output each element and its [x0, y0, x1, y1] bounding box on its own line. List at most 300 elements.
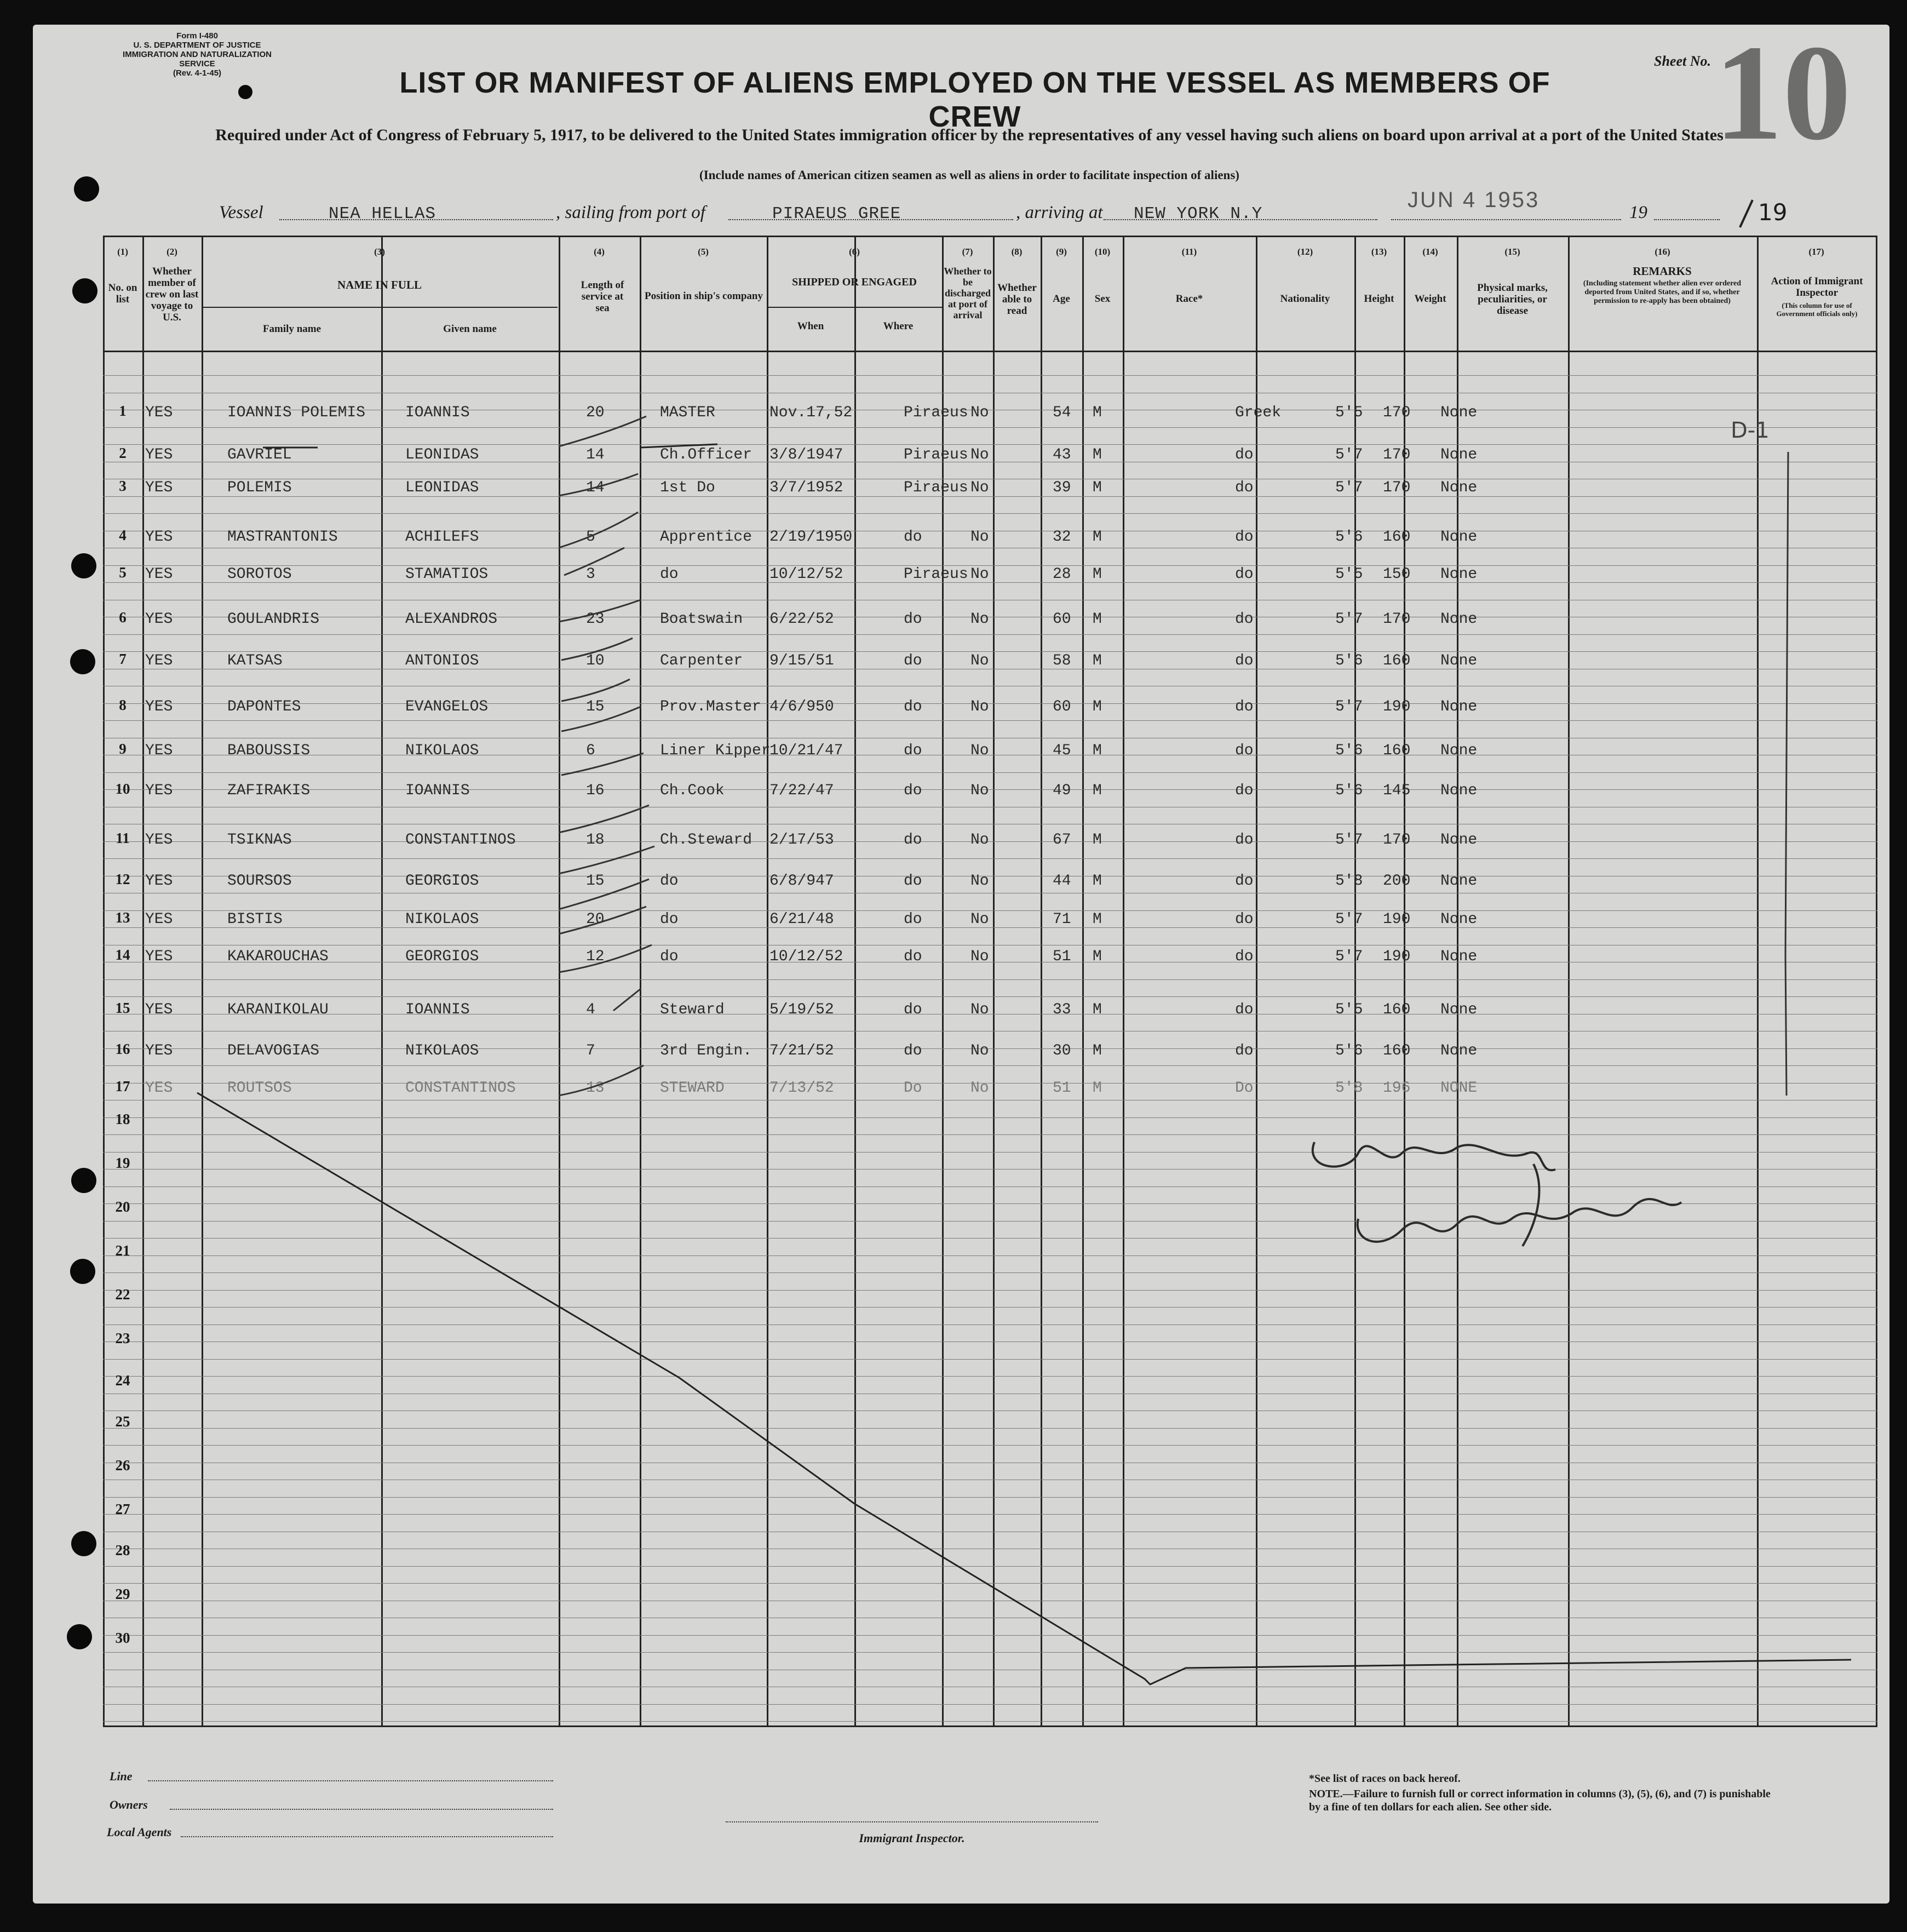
row-number: 16 [115, 1041, 130, 1057]
cell-nationality: do [1235, 948, 1254, 965]
col4-number: (4) [594, 246, 605, 257]
arrival-port: NEW YORK N.Y [1134, 204, 1263, 223]
punch-hole [70, 1259, 95, 1284]
cell-given: EVANGELOS [405, 698, 489, 715]
cell-when: 2/17/53 [769, 832, 834, 849]
cell-position: Ch.Steward [660, 832, 753, 849]
cell-given: NIKOLAOS [405, 1042, 479, 1059]
col14-label: Weight [1414, 293, 1446, 305]
required-text: Required under Act of Congress of February 5, 1917, to be delivered to the United States immigration officer by the representatives of any vessel having such aliens on board upon arrival at a port of the United States [215, 126, 1724, 144]
col15-number: (15) [1504, 246, 1520, 257]
row-number: 9 [119, 741, 127, 757]
cell-position: Liner Kipper [660, 742, 771, 759]
col14-number: (14) [1422, 246, 1438, 257]
cell-discharged: No [970, 446, 989, 463]
col11-number: (11) [1181, 246, 1197, 257]
cell-given: STAMATIOS [405, 566, 489, 583]
cell-where: do [904, 529, 922, 546]
cell-height: 5'7 [1335, 446, 1363, 463]
col5-label: Position in ship's company [645, 290, 763, 302]
cell-where: Do [904, 1080, 922, 1097]
col16-number: (16) [1655, 246, 1670, 257]
cell-prev: YES [145, 479, 173, 496]
cell-discharged: No [970, 479, 989, 496]
cell-weight: 170 [1383, 446, 1411, 463]
cell-prev: YES [145, 873, 173, 890]
form-revision: (Rev. 4-1-45) [173, 68, 222, 78]
cell-sex: M [1093, 566, 1102, 583]
cell-marks: None [1440, 652, 1478, 669]
cell-weight: 170 [1383, 832, 1411, 849]
cell-height: 5'6 [1335, 1042, 1363, 1059]
cell-weight: 190 [1383, 911, 1411, 928]
cell-family: KATSAS [227, 652, 283, 669]
inspector-signature-field [726, 1805, 1098, 1822]
row-number: 22 [115, 1286, 130, 1303]
cell-position: 1st Do [660, 479, 715, 496]
cell-nationality: Do [1235, 1080, 1254, 1097]
cell-discharged: No [970, 948, 989, 965]
cell-given: GEORGIOS [405, 873, 479, 890]
row-number: 6 [119, 609, 127, 626]
cell-prev: YES [145, 446, 173, 463]
cell-position: Apprentice [660, 529, 753, 546]
cell-given: LEONIDAS [405, 479, 479, 496]
cell-family: BABOUSSIS [227, 742, 311, 759]
manifest-sheet [33, 25, 1889, 1904]
sheet-number-label: Sheet No. [1654, 53, 1711, 69]
cell-prev: YES [145, 566, 173, 583]
cell-weight: 170 [1383, 404, 1411, 421]
cell-discharged: No [970, 1042, 989, 1059]
inspector-mark: D-1 [1731, 418, 1770, 443]
col2-number: (2) [166, 246, 177, 257]
cell-nationality: do [1235, 742, 1254, 759]
cell-height: 5'6 [1335, 529, 1363, 546]
cell-nationality: do [1235, 832, 1254, 849]
cell-family: DELAVOGIAS [227, 1042, 320, 1059]
cell-discharged: No [970, 873, 989, 890]
cell-prev: YES [145, 948, 173, 965]
cell-weight: 160 [1383, 529, 1411, 546]
cell-when: 10/12/52 [769, 948, 843, 965]
row-number: 12 [115, 871, 130, 887]
cell-nationality: Greek [1235, 404, 1282, 421]
cell-when: 7/21/52 [769, 1042, 834, 1059]
col1-number: (1) [117, 246, 128, 257]
inspector-label: Immigrant Inspector. [859, 1831, 965, 1845]
line-label: Line [110, 1769, 133, 1783]
cell-age: 32 [1053, 529, 1071, 546]
cell-weight: 190 [1383, 948, 1411, 965]
cell-age: 28 [1053, 566, 1071, 583]
cell-nationality: do [1235, 479, 1254, 496]
sheet-number: 10 [1714, 25, 1851, 169]
row-number: 26 [115, 1457, 130, 1474]
cell-family: SOROTOS [227, 566, 292, 583]
cell-when: Nov.17,52 [769, 404, 853, 421]
vessel-label: Vessel [219, 203, 263, 222]
cell-when: 3/8/1947 [769, 446, 843, 463]
cell-sex: M [1093, 404, 1102, 421]
col17-label: Action of Immigrant Inspector [1771, 276, 1863, 299]
form-service: IMMIGRATION AND NATURALIZATION SERVICE [123, 50, 272, 68]
cell-marks: None [1440, 698, 1478, 715]
cell-nationality: do [1235, 652, 1254, 669]
cell-sex: M [1093, 832, 1102, 849]
cell-nationality: do [1235, 911, 1254, 928]
cell-service: 4 [586, 1001, 595, 1018]
row-number: 18 [115, 1111, 130, 1127]
cell-discharged: No [970, 611, 989, 628]
row-number: 14 [115, 947, 130, 963]
cell-sex: M [1093, 611, 1102, 628]
col17-sub: (This column for use of Government officials only) [1776, 301, 1858, 318]
col8-label: Whether able to read [997, 282, 1037, 317]
cell-where: do [904, 782, 922, 799]
agents-label: Local Agents [107, 1825, 172, 1839]
cell-nationality: do [1235, 566, 1254, 583]
col6-sub-where: Where [883, 320, 914, 332]
cell-position: Ch.Cook [660, 782, 725, 799]
cell-height: 5'7 [1335, 948, 1363, 965]
cell-discharged: No [970, 832, 989, 849]
cell-family: BISTIS [227, 911, 283, 928]
col13-label: Height [1364, 293, 1394, 305]
col13-number: (13) [1371, 246, 1387, 257]
col7-number: (7) [962, 246, 973, 257]
row-number: 1 [119, 403, 127, 419]
row-number: 24 [115, 1372, 130, 1389]
cell-family: GOULANDRIS [227, 611, 320, 628]
col6-sub-when: When [797, 320, 824, 332]
col9-label: Age [1053, 293, 1070, 305]
col16-label: REMARKS [1633, 265, 1692, 278]
cell-weight: 160 [1383, 1001, 1411, 1018]
cell-discharged: No [970, 1001, 989, 1018]
col2-label: Whether member of crew on last voyage to U.S. [145, 266, 199, 323]
cell-sex: M [1093, 698, 1102, 715]
cell-nationality: do [1235, 611, 1254, 628]
cell-discharged: No [970, 404, 989, 421]
cell-age: 58 [1053, 652, 1071, 669]
cell-when: 10/12/52 [769, 566, 843, 583]
cell-marks: None [1440, 873, 1478, 890]
cell-where: do [904, 1001, 922, 1018]
row-number: 19 [115, 1155, 130, 1171]
page-title: LIST OR MANIFEST OF ALIENS EMPLOYED ON THE VESSEL AS MEMBERS OF CREW [399, 66, 1550, 133]
col10-label: Sex [1094, 293, 1111, 305]
cell-discharged: No [970, 1080, 989, 1097]
cell-position: Carpenter [660, 652, 743, 669]
cell-marks: None [1440, 529, 1478, 546]
cell-marks: None [1440, 446, 1478, 463]
cell-position: STEWARD [660, 1080, 725, 1097]
cell-family: ROUTSOS [227, 1080, 292, 1097]
cell-sex: M [1093, 652, 1102, 669]
cell-age: 71 [1053, 911, 1071, 928]
row-number: 30 [115, 1630, 130, 1646]
cell-prev: YES [145, 911, 173, 928]
cell-nationality: do [1235, 1042, 1254, 1059]
cell-age: 45 [1053, 742, 1071, 759]
cell-discharged: No [970, 911, 989, 928]
cell-position: Ch.Officer [660, 446, 753, 463]
cell-given: NIKOLAOS [405, 742, 479, 759]
cell-weight: 160 [1383, 1042, 1411, 1059]
row-number: 29 [115, 1586, 130, 1602]
col17-number: (17) [1808, 246, 1824, 257]
cell-age: 51 [1053, 948, 1071, 965]
cell-weight: 145 [1383, 782, 1411, 799]
row-number: 5 [119, 564, 127, 581]
cell-service: 20 [586, 911, 605, 928]
cell-position: do [660, 566, 679, 583]
cell-given: IOANNIS [405, 782, 470, 799]
cell-marks: NONE [1440, 1080, 1478, 1097]
cell-weight: 170 [1383, 479, 1411, 496]
cell-age: 33 [1053, 1001, 1071, 1018]
cell-service: 3 [586, 566, 595, 583]
cell-when: 6/8/947 [769, 873, 834, 890]
cell-prev: YES [145, 782, 173, 799]
cell-when: 7/13/52 [769, 1080, 834, 1097]
cell-given: CONSTANTINOS [405, 832, 516, 849]
cell-height: 5'5 [1335, 1001, 1363, 1018]
cell-service: 14 [586, 446, 605, 463]
cell-where: Piraeus [904, 566, 968, 583]
cell-nationality: do [1235, 529, 1254, 546]
cell-where: Piraeus [904, 404, 968, 421]
cell-service: 23 [586, 611, 605, 628]
cell-age: 60 [1053, 611, 1071, 628]
cell-service: 15 [586, 698, 605, 715]
cell-prev: YES [145, 742, 173, 759]
cell-height: 5'7 [1335, 611, 1363, 628]
col6-number: (6) [849, 246, 860, 257]
punch-hole [71, 1531, 96, 1556]
cell-weight: 190 [1383, 698, 1411, 715]
cell-where: do [904, 1042, 922, 1059]
cell-age: 51 [1053, 1080, 1071, 1097]
cell-when: 4/6/950 [769, 698, 834, 715]
cell-sex: M [1093, 446, 1102, 463]
cell-sex: M [1093, 873, 1102, 890]
cell-prev: YES [145, 652, 173, 669]
cell-family: MASTRANTONIS [227, 529, 338, 546]
row-number: 3 [119, 478, 127, 494]
row-number: 7 [119, 651, 127, 667]
cell-age: 60 [1053, 698, 1071, 715]
punch-hole [72, 278, 97, 303]
cell-given: IOANNIS [405, 404, 470, 421]
cell-service: 15 [586, 873, 605, 890]
col11-label: Race* [1175, 293, 1203, 305]
vessel-name: NEA HELLAS [329, 204, 436, 223]
cell-marks: None [1440, 611, 1478, 628]
cell-age: 39 [1053, 479, 1071, 496]
cell-family: KARANIKOLAU [227, 1001, 329, 1018]
cell-when: 7/22/47 [769, 782, 834, 799]
cell-service: 20 [586, 404, 605, 421]
cell-weight: 196 [1383, 1080, 1411, 1097]
cell-prev: YES [145, 832, 173, 849]
row-number: 21 [115, 1242, 130, 1259]
cell-marks: None [1440, 479, 1478, 496]
cell-family: TSIKNAS [227, 832, 292, 849]
cell-position: Steward [660, 1001, 725, 1018]
cell-weight: 170 [1383, 611, 1411, 628]
cell-where: do [904, 742, 922, 759]
col1-label: No. on list [108, 282, 137, 305]
cell-prev: YES [145, 529, 173, 546]
cell-prev: YES [145, 698, 173, 715]
cell-given: NIKOLAOS [405, 911, 479, 928]
cell-service: 10 [586, 652, 605, 669]
punch-hole [71, 1168, 96, 1193]
cell-nationality: do [1235, 782, 1254, 799]
date-stamp: JUN 4 1953 [1408, 188, 1540, 212]
cell-marks: None [1440, 911, 1478, 928]
cell-given: IOANNIS [405, 1001, 470, 1018]
col8-number: (8) [1011, 246, 1023, 257]
cell-given: LEONIDAS [405, 446, 479, 463]
cell-where: do [904, 873, 922, 890]
form-number: Form I-480 [176, 31, 218, 41]
races-note: *See list of races on back hereof. [1309, 1773, 1461, 1785]
penalty-note: NOTE.—Failure to furnish full or correct information in columns (3), (5), (6), and (7) is punishable by a fine of ten dollars for each alien. See other side. [1309, 1788, 1771, 1813]
cell-family: DAPONTES [227, 698, 301, 715]
cell-where: do [904, 911, 922, 928]
cell-when: 6/22/52 [769, 611, 834, 628]
cell-weight: 200 [1383, 873, 1411, 890]
row-number: 28 [115, 1542, 130, 1558]
cell-where: Piraeus [904, 446, 968, 463]
cell-marks: None [1440, 948, 1478, 965]
col15-label: Physical marks, peculiarities, or disease [1477, 282, 1548, 317]
cell-age: 43 [1053, 446, 1071, 463]
punch-hole [71, 553, 96, 578]
cell-where: do [904, 698, 922, 715]
cell-prev: YES [145, 404, 173, 421]
cell-height: 5'7 [1335, 698, 1363, 715]
cell-position: MASTER [660, 404, 715, 421]
cell-weight: 150 [1383, 566, 1411, 583]
cell-family: KAKAROUCHAS [227, 948, 329, 965]
cell-where: do [904, 832, 922, 849]
cell-prev: YES [145, 611, 173, 628]
year-prefix: 19 [1629, 203, 1647, 222]
cell-family: SOURSOS [227, 873, 292, 890]
cell-family: POLEMIS [227, 479, 292, 496]
cell-where: Piraeus [904, 479, 968, 496]
handwritten-marks [33, 25, 1889, 1904]
cell-marks: None [1440, 832, 1478, 849]
col6-label: SHIPPED OR ENGAGED [792, 276, 917, 288]
cell-where: do [904, 652, 922, 669]
cell-marks: None [1440, 404, 1478, 421]
cell-weight: 160 [1383, 742, 1411, 759]
col10-number: (10) [1094, 246, 1111, 257]
cell-age: 44 [1053, 873, 1071, 890]
cell-height: 5'5 [1335, 566, 1363, 583]
col3-sub-given: Given name [443, 323, 497, 335]
col3-number: (3) [374, 246, 385, 257]
col4-label: Length of service at sea [581, 279, 624, 314]
row-number: 4 [119, 527, 127, 543]
cell-weight: 160 [1383, 652, 1411, 669]
cell-service: 12 [586, 948, 605, 965]
sailing-label: , sailing from port of [556, 203, 705, 222]
row-number: 2 [119, 445, 127, 461]
col9-number: (9) [1056, 246, 1067, 257]
cell-height: 5'7 [1335, 479, 1363, 496]
agents-field [181, 1820, 553, 1837]
cell-prev: YES [145, 1042, 173, 1059]
row-number: 23 [115, 1330, 130, 1346]
col12-label: Nationality [1280, 293, 1330, 305]
cell-service: 18 [586, 832, 605, 849]
punch-hole [70, 649, 95, 674]
cell-age: 67 [1053, 832, 1071, 849]
row-number: 20 [115, 1199, 130, 1215]
col5-number: (5) [698, 246, 709, 257]
cell-when: 2/19/1950 [769, 529, 853, 546]
cell-height: 5'6 [1335, 652, 1363, 669]
cell-family: GAVRIEL [227, 446, 292, 463]
arriving-label: , arriving at [1016, 203, 1103, 222]
row-number: 11 [116, 830, 130, 846]
cell-service: 7 [586, 1042, 595, 1059]
cell-when: 9/15/51 [769, 652, 834, 669]
cell-height: 5'7 [1335, 832, 1363, 849]
cell-age: 54 [1053, 404, 1071, 421]
cell-given: CONSTANTINOS [405, 1080, 516, 1097]
cell-service: 5 [586, 529, 595, 546]
cell-sex: M [1093, 742, 1102, 759]
cell-when: 5/19/52 [769, 1001, 834, 1018]
cell-discharged: No [970, 566, 989, 583]
cell-sex: M [1093, 1001, 1102, 1018]
col3-sub-family: Family name [262, 323, 321, 335]
row-number: 17 [115, 1078, 130, 1094]
cell-where: do [904, 611, 922, 628]
cell-sex: M [1093, 782, 1102, 799]
cell-prev: YES [145, 1001, 173, 1018]
col7-label: Whether to be discharged at port of arrival [944, 266, 992, 320]
row-number: 15 [115, 1000, 130, 1016]
cell-discharged: No [970, 742, 989, 759]
cell-height: 5'5 [1335, 404, 1363, 421]
cell-position: do [660, 873, 679, 890]
row-number: 27 [115, 1501, 130, 1517]
row-number: 8 [119, 697, 127, 713]
owners-label: Owners [110, 1798, 148, 1811]
cell-nationality: do [1235, 698, 1254, 715]
cell-sex: M [1093, 479, 1102, 496]
cell-marks: None [1440, 566, 1478, 583]
owners-field [170, 1792, 553, 1810]
cell-age: 30 [1053, 1042, 1071, 1059]
cell-nationality: do [1235, 446, 1254, 463]
cell-position: do [660, 911, 679, 928]
cell-marks: None [1440, 1001, 1478, 1018]
cell-sex: M [1093, 1042, 1102, 1059]
col16-sub: (Including statement whether alien ever ordered deported from United States, and if so, whether permission to re-apply has been obtained) [1583, 279, 1742, 305]
cell-service: 16 [586, 782, 605, 799]
cell-service: 6 [586, 742, 595, 759]
cell-sex: M [1093, 529, 1102, 546]
